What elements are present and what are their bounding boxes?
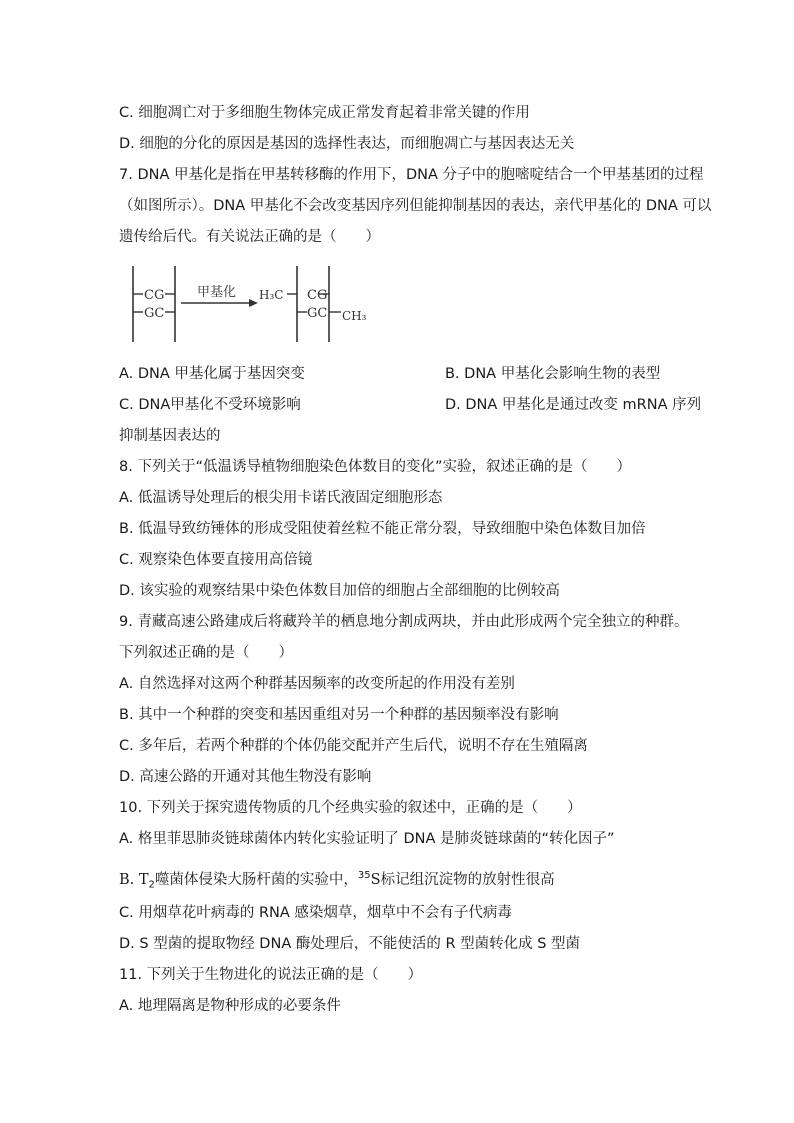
q6-option-d: D. 细胞的分化的原因是基因的选择性表达，而细胞凋亡与基因表达无关 (119, 136, 575, 152)
q10b-subscript: 2 (148, 879, 155, 891)
q7-option-b: B. DNA 甲基化会影响生物的表型 (445, 366, 661, 382)
q7-stem-line1: 7. DNA 甲基化是指在甲基转移酶的作用下，DNA 分子中的胞嘧啶结合一个甲基基团的过程 (119, 167, 704, 183)
q10b-superscript: 35 (357, 870, 371, 881)
q7-option-a: A. DNA 甲基化属于基因突变 (119, 366, 305, 382)
right-pair-top: CG (307, 288, 328, 303)
q7-stem-line2: （如图所示）。DNA 甲基化不会改变基因序列但能抑制基因的表达，亲代甲基化的 DNA 可以 (119, 198, 712, 214)
q10-stem: 10. 下列关于探究遗传物质的几个经典实验的叙述中，正确的是（ ） (119, 800, 582, 816)
q9-option-d: D. 高速公路的开通对其他生物没有影响 (119, 769, 372, 785)
right-pair-bottom: GC (307, 306, 328, 321)
q8-stem: 8. 下列关于“低温诱导植物细胞染色体数目的变化”实验，叙述正确的是（ ） (119, 459, 631, 475)
q10-option-d: D. S 型菌的提取物经 DNA 酶处理后，不能使活的 R 型菌转化成 S 型菌 (119, 936, 581, 952)
q9-option-b: B. 其中一个种群的突变和基因重组对另一个种群的基因频率没有影响 (119, 707, 559, 723)
q10-option-b (119, 866, 555, 896)
q8-option-b: B. 低温导致纺锤体的形成受阻使着丝粒不能正常分裂，导致细胞中染色体数目加倍 (119, 521, 646, 537)
q10b-suffix: 标记组沉淀物的放射性很高 (380, 871, 555, 888)
q9-option-a: A. 自然选择对这两个种群基因频率的改变所起的作用没有差别 (119, 676, 515, 692)
q7-stem-line3: 遗传给后代。有关说法正确的是（ ） (119, 229, 380, 245)
q9-option-c: C. 多年后，若两个种群的个体仍能交配并产生后代，说明不存在生殖隔离 (119, 738, 588, 754)
q10b-prefix: B. T (119, 871, 149, 888)
q8-option-c: C. 观察染色体要直接用高倍镜 (119, 552, 313, 568)
q11-option-a: A. 地理隔离是物种形成的必要条件 (119, 998, 341, 1014)
q10b-mid: 噬菌体侵染大肠杆菌的实验中， (154, 871, 358, 888)
q10-option-c: C. 用烟草花叶病毒的 RNA 感染烟草，烟草中不会有子代病毒 (119, 905, 512, 921)
q9-stem-line1: 9. 青藏高速公路建成后将藏羚羊的栖息地分割成两块，并由此形成两个完全独立的种群。 (119, 614, 689, 630)
q9-stem-line2: 下列叙述正确的是（ ） (119, 645, 293, 661)
q10b-sulfur: S (370, 871, 381, 888)
q8-option-a: A. 低温诱导处理后的根尖用卡诺氏液固定细胞形态 (119, 490, 443, 506)
q7-option-d-cont: 抑制基因表达的 (119, 428, 221, 444)
arrow-label: 甲基化 (197, 285, 237, 300)
q7-option-c: C. DNA甲基化不受环境影响 (119, 397, 301, 413)
q6-option-c: C. 细胞凋亡对于多细胞生物体完成正常发育起着非常关键的作用 (119, 105, 530, 121)
q8-option-d: D. 该实验的观察结果中染色体数目加倍的细胞占全部细胞的比例较高 (119, 583, 560, 599)
left-pair-bottom: GC (144, 306, 165, 321)
dna-methylation-diagram (119, 262, 379, 346)
q10-option-a: A. 格里菲思肺炎链球菌体内转化实验证明了 DNA 是肺炎链球菌的“转化因子” (119, 831, 615, 847)
methyl-right: CH₃ (342, 309, 367, 323)
q7-option-d: D. DNA 甲基化是通过改变 mRNA 序列 (445, 397, 702, 413)
q11-stem: 11. 下列关于生物进化的说法正确的是（ ） (119, 967, 423, 983)
left-pair-top: CG (144, 288, 165, 303)
methyl-left: H₃C (259, 288, 284, 302)
